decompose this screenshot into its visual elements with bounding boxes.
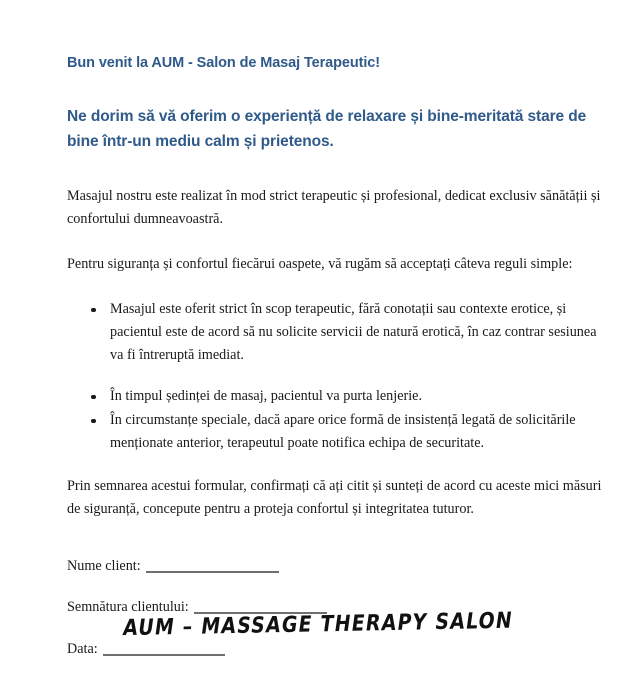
list-item (67, 409, 602, 455)
client-name-write-line[interactable] (146, 571, 279, 573)
date-field-row (67, 638, 602, 661)
welcome-heading: Bun venit la AUM - Salon de Masaj Terapeutic! (67, 55, 380, 71)
bullet-point-icon (91, 419, 96, 424)
bullet-point-icon (91, 395, 96, 400)
date-write-line[interactable] (103, 654, 225, 656)
consent-statement-paragraph: Prin semnarea acestui formular, confirmați că ați citit și sunteți de acord cu aceste mici măsuri de siguranță, concepute pentru a proteja confortul și integritatea tuturor. (67, 477, 602, 517)
intro-heading: Ne dorim să vă oferim o experiență de relaxare și bine-meritată stare de bine într-un mediu calm și prietenos. (67, 107, 587, 151)
bullet-point-icon (91, 308, 96, 313)
document-content (67, 54, 602, 680)
rule-text: În timpul ședinței de masaj, pacientul va purta lenjerie. (110, 387, 423, 404)
rules-list-container (67, 298, 602, 455)
rules-lead-in-paragraph: Pentru siguranța și confortul fiecărui oaspete, vă rugăm să acceptați câteva reguli simple: (67, 255, 573, 272)
professional-notice-paragraph: Masajul nostru este realizat în mod strict terapeutic și profesional, dedicat exclusiv sănătății și confortului dumneavoastră. (67, 187, 601, 227)
client-signature-label: Semnătura clientului: (67, 599, 189, 616)
client-name-field-row (67, 555, 602, 578)
list-item (67, 385, 602, 408)
rule-text: În circumstanțe speciale, dacă apare orice formă de insistență legată de solicitările menționate anterior, terapeutul poate notifica echipa de securitate. (110, 411, 576, 451)
client-name-label: Nume client: (67, 557, 141, 574)
salon-logo-text: AUM – MASSAGE THERAPY SALON (121, 607, 515, 641)
list-item (67, 298, 602, 367)
rule-text: Masajul este oferit strict în scop terapeutic, fără conotații sau contexte erotice, și pacientul este de acord să nu solicite servicii de natură erotică, în caz contrar sesiunea va fi întreruptă imediat. (110, 300, 597, 363)
date-label: Data: (67, 641, 98, 658)
rules-list (67, 298, 602, 455)
